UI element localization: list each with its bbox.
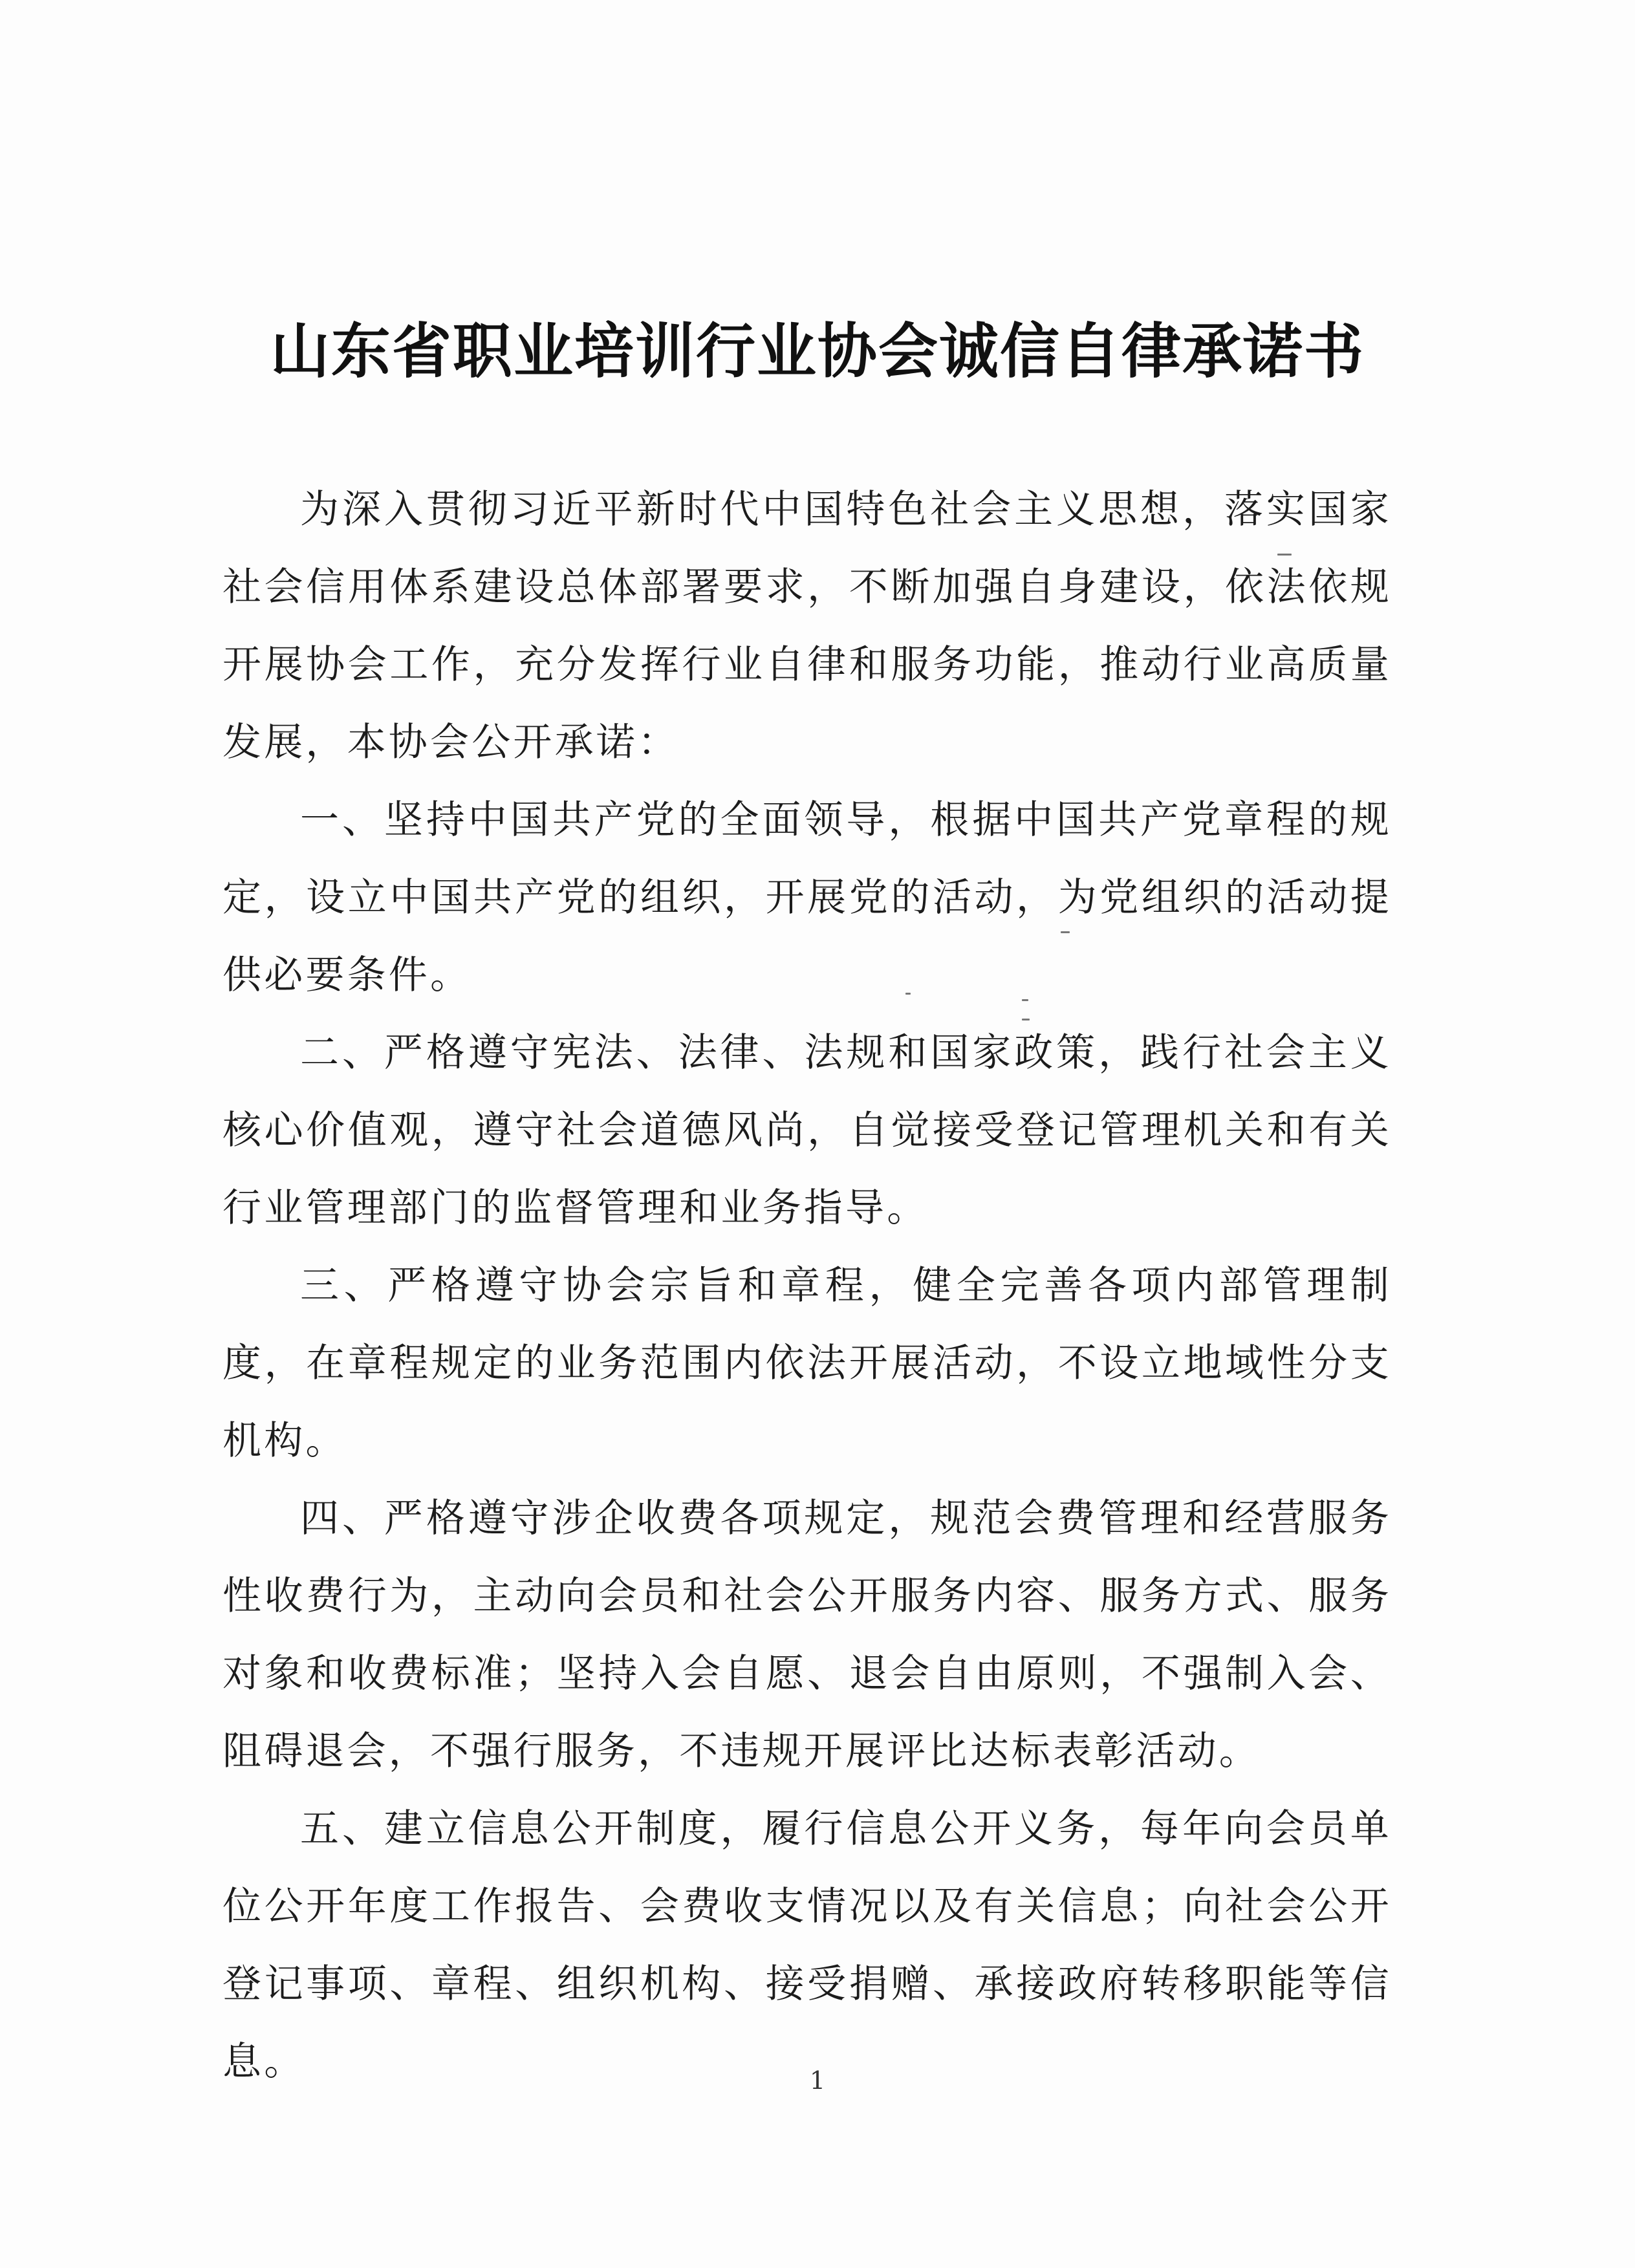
scan-speck — [1022, 1019, 1030, 1021]
page-number: 1 — [809, 2066, 826, 2095]
paragraph-item-3: 三、严格遵守协会宗旨和章程，健全完善各项内部管理制度，在章程规定的业务范围内依法开展活动，不设立地域性分支机构。 — [222, 1263, 1392, 1463]
paragraph-item-5: 五、建立信息公开制度，履行信息公开义务，每年向会员单位公开年度工作报告、会费收支情况以及有关信息；向社会公开登记事项、章程、组织机构、接受捐赠、承接政府转移职能等信息。 — [222, 1806, 1392, 2084]
document-body — [222, 471, 1392, 2101]
scan-speck — [1022, 999, 1028, 1001]
scan-speck — [1277, 554, 1292, 556]
scan-speck — [1061, 931, 1070, 933]
paragraph-item-1: 一、坚持中国共产党的全面领导，根据中国共产党章程的规定，设立中国共产党的组织，开展党的活动，为党组织的活动提供必要条件。 — [222, 797, 1392, 998]
scan-speck — [905, 993, 911, 995]
paragraph-item-2: 二、严格遵守宪法、法律、法规和国家政策，践行社会主义核心价值观，遵守社会道德风尚，自觉接受登记管理机关和有关行业管理部门的监督管理和业务指导。 — [222, 1030, 1392, 1231]
paragraph-item-4: 四、严格遵守涉企收费各项规定，规范会费管理和经营服务性收费行为，主动向会员和社会公开服务内容、服务方式、服务对象和收费标准；坚持入会自愿、退会自由原则，不强制入会、阻碍退会，不强行服务，不违规开展评比达标表彰活动。 — [222, 1496, 1392, 1774]
document-title: 山东省职业培训行业协会诚信自律承诺书 — [270, 316, 1365, 386]
paragraph-intro: 为深入贯彻习近平新时代中国特色社会主义思想，落实国家社会信用体系建设总体部署要求，不断加强自身建设，依法依规开展协会工作，充分发挥行业自律和服务功能，推动行业高质量发展，本协会公开承诺： — [222, 487, 1392, 765]
